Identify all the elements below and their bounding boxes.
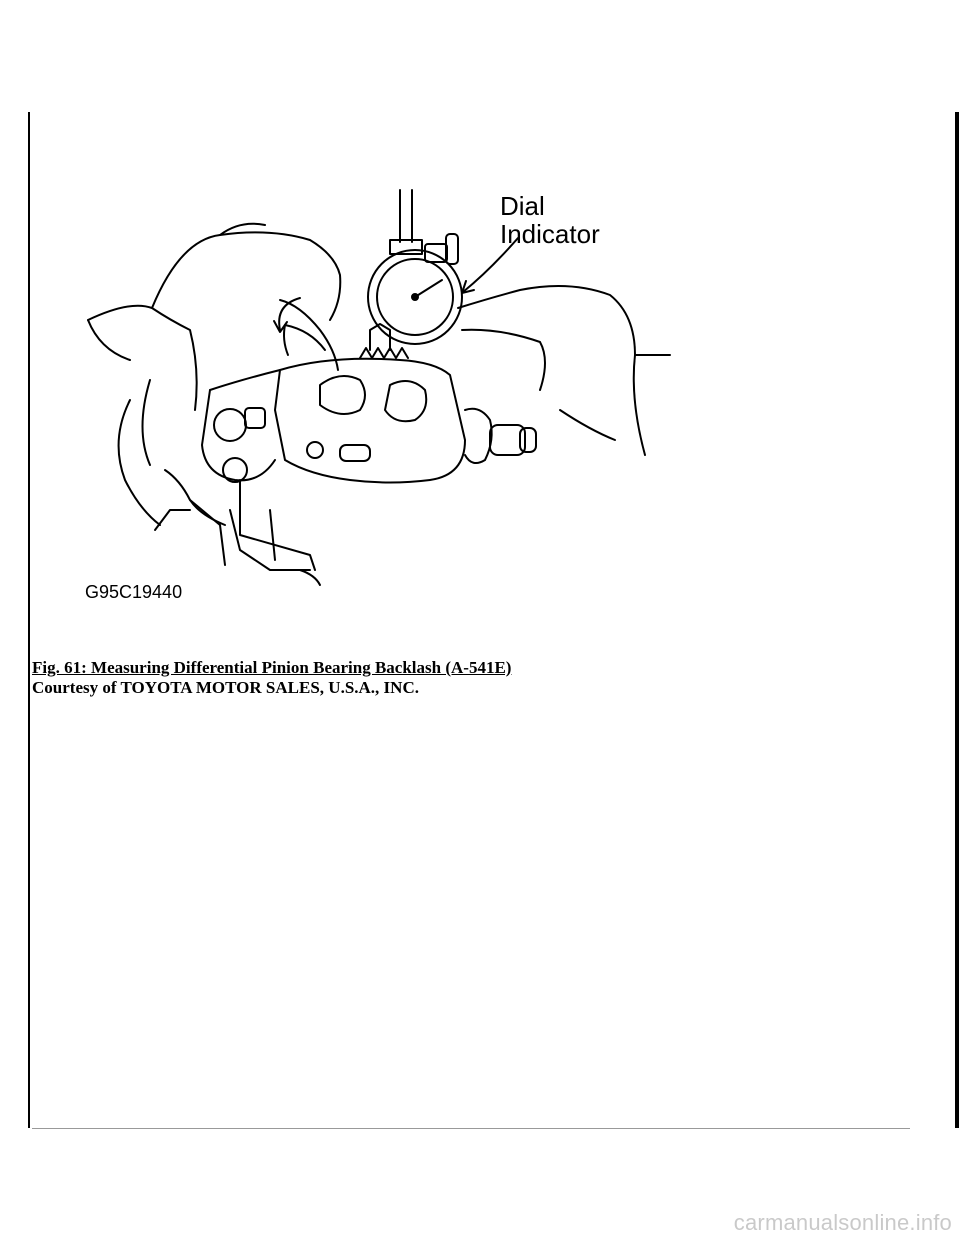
footer-rule — [32, 1128, 910, 1129]
figure-illustration — [70, 180, 710, 610]
page-border-left — [28, 112, 30, 1128]
label-indicator: Indicator — [500, 219, 600, 249]
dial-indicator-illustration — [70, 180, 710, 610]
label-dial: Dial — [500, 191, 545, 221]
page-border-right — [955, 112, 959, 1128]
caption-title: Fig. 61: Measuring Differential Pinion Bearing Backlash (A-541E) — [32, 658, 512, 677]
figure-caption — [32, 658, 511, 698]
watermark: carmanualsonline.info — [733, 1210, 952, 1235]
caption-credit: Courtesy of TOYOTA MOTOR SALES, U.S.A., INC. — [32, 678, 419, 697]
figure-code: G95C19440 — [85, 582, 183, 602]
